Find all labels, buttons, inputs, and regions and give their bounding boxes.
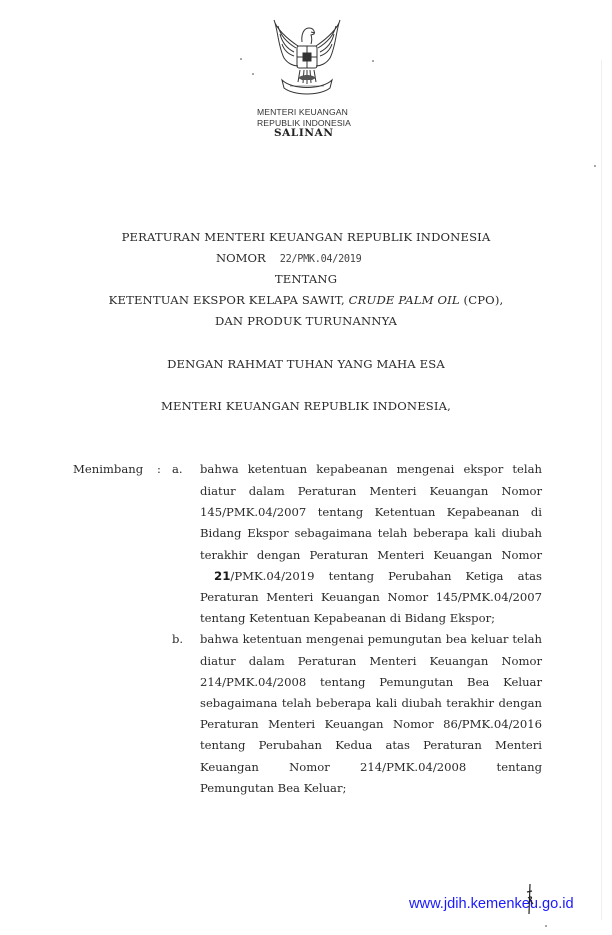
regulation-subject	[0, 293, 612, 307]
page-edge	[601, 60, 602, 920]
tentang-heading: TENTANG	[274, 272, 338, 286]
item-letter-a: a.	[172, 462, 183, 476]
item-a-line: bahwa ketentuan kepabeanan mengenai ekspor telah	[200, 462, 542, 476]
item-b-line: Peraturan Menteri Keuangan Nomor 86/PMK.04/2016	[200, 717, 542, 731]
scan-speck	[545, 925, 547, 927]
item-b-line: Pemungutan Bea Keluar;	[200, 781, 347, 795]
scan-speck	[594, 165, 596, 167]
item-b-line: tentang Perubahan Kedua atas Peraturan Menteri	[200, 738, 542, 752]
item-b-line: Keuangan Nomor 214/PMK.04/2008 tentang	[200, 760, 542, 774]
item-b-line: sebagaimana telah beberapa kali diubah terakhir dengan	[200, 696, 542, 710]
item-b-line: diatur dalam Peraturan Menteri Keuangan Nomor	[200, 654, 542, 668]
regulation-subject-line2: DAN PRODUK TURUNANNYA	[214, 314, 398, 328]
copy-label: SALINAN	[274, 127, 334, 139]
item-a-line: 145/PMK.04/2007 tentang Ketentuan Kepabeanan di	[200, 505, 542, 519]
paraf-initial-mark	[524, 882, 536, 916]
garuda-emblem-icon	[268, 16, 346, 102]
subject-italic: CRUDE PALM OIL	[348, 293, 460, 307]
scan-speck	[252, 73, 254, 75]
item-letter-b: b.	[172, 632, 184, 646]
menimbang-colon: :	[157, 462, 161, 476]
inserted-number: 21	[214, 569, 231, 583]
country-name: REPUBLIK INDONESIA	[257, 118, 351, 128]
regulation-title: PERATURAN MENTERI KEUANGAN REPUBLIK INDONESIA	[121, 230, 491, 244]
ministry-name: MENTERI KEUANGAN	[257, 107, 348, 117]
item-a-line: Bidang Ekspor sebagaimana telah beberapa kali diubah	[200, 526, 542, 540]
blessing-line: DENGAN RAHMAT TUHAN YANG MAHA ESA	[167, 357, 445, 371]
scan-speck	[240, 58, 242, 60]
subject-prefix: KETENTUAN EKSPOR KELAPA SAWIT,	[108, 293, 349, 307]
menimbang-label: Menimbang	[73, 462, 144, 476]
item-a-line: terakhir dengan Peraturan Menteri Keuangan Nomor	[200, 548, 542, 562]
authority-line: MENTERI KEUANGAN REPUBLIK INDONESIA,	[160, 399, 451, 413]
nomor-label: NOMOR	[216, 251, 266, 265]
item-a-line-rest: /PMK.04/2019 tentang Perubahan Ketiga atas	[230, 569, 542, 583]
subject-suffix: (CPO),	[459, 293, 504, 307]
item-b-line: 214/PMK.04/2008 tentang Pemungutan Bea Keluar	[200, 675, 542, 689]
scan-speck	[372, 60, 374, 62]
regulation-number	[216, 251, 361, 267]
website-link[interactable]: www.jdih.kemenkeu.go.id	[409, 896, 574, 912]
item-a-line: Peraturan Menteri Keuangan Nomor 145/PMK.04/2007	[200, 590, 542, 604]
nomor-value: 22/PMK.04/2019	[279, 254, 362, 265]
item-a-line: diatur dalam Peraturan Menteri Keuangan Nomor	[200, 484, 542, 498]
item-b-line: bahwa ketentuan mengenai pemungutan bea keluar telah	[200, 632, 542, 646]
item-a-line: tentang Ketentuan Kepabeanan di Bidang Ekspor;	[200, 611, 496, 625]
item-a-line-amended	[214, 569, 542, 583]
